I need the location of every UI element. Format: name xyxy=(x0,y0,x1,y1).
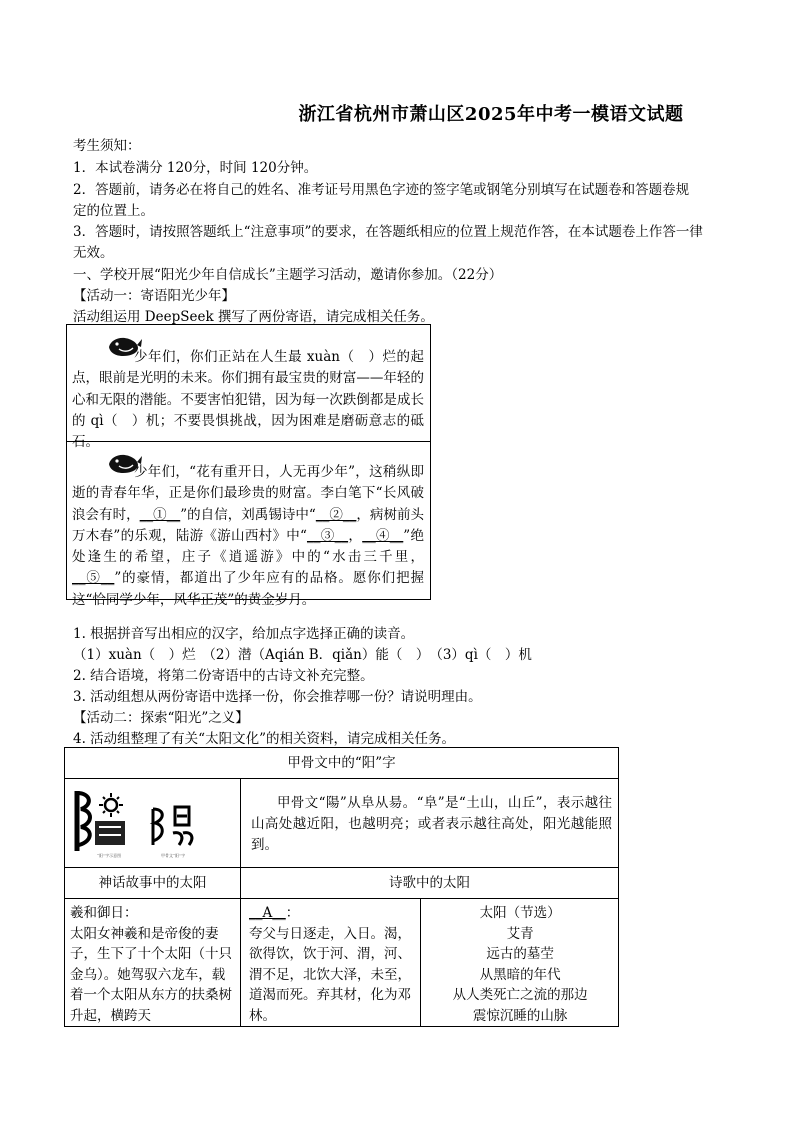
poem-sun-text: 太阳（节选） 艾青 远古的墓茔 从黑暗的年代 从人类死亡之流的那边 震惊沉睡的山脉 xyxy=(452,905,588,1024)
blank-a[interactable]: __A__ xyxy=(249,905,286,921)
letter-1-text: 少年们，你们正站在人生最 xuàn（ ）烂的起点，眼前是光明的未来。你们拥有最宝贵的财富——年轻的心和无限的潜能。不要害怕犯错，因为每一次跌倒都是成长的 qì（ ）机；不要畏惧挑战，因为困难是磨砺意志的砥石。 xyxy=(72,349,424,451)
oracle-caption-2: 甲骨文“阳”字 xyxy=(161,853,186,858)
poem-a-cell xyxy=(241,899,421,1027)
question-1-options: （1）xuàn（ ）烂 （2）潜（Aqián B．qiǎn）能（ ） （3）qì（ ）机 xyxy=(73,647,532,663)
oracle-caption-1: “阳”字示意图 xyxy=(97,853,122,858)
table-header-poem: 诗歌中的太阳 xyxy=(241,868,619,899)
myth-text: 羲和御日： 太阳女神羲和是帝俊的妻子，生下了十个太阳（十只金乌）。她驾驭六龙车，载着一个太阳从东方的扶桑树升起，横跨天 xyxy=(70,905,232,1024)
letter-box-1 xyxy=(66,324,431,451)
question-1: 1. 根据拼音写出相应的汉字，给加点字选择正确的读音。 xyxy=(73,626,415,642)
table-header-oracle: 甲骨文中的“阳”字 xyxy=(65,748,619,779)
blank-1[interactable]: __①__ xyxy=(139,506,181,523)
activity1-heading: 【活动一：寄语阳光少年】 xyxy=(73,288,235,304)
myth-cell xyxy=(65,899,241,1027)
blank-2[interactable]: __②__ xyxy=(315,506,357,523)
question-4: 4. 活动组整理了有关“太阳文化”的相关资料，请完成相关任务。 xyxy=(73,731,455,747)
section1-intro: 活动组运用 DeepSeek 撰写了两份寄语，请完成相关任务。 xyxy=(73,309,434,325)
page-title: 浙江省杭州市萧山区2025年中考一模语文试题 xyxy=(298,104,684,125)
notice-item-1: 1．本试卷满分 120分，时间 120分钟。 xyxy=(73,160,318,176)
oracle-image-cell xyxy=(65,779,241,868)
notice-item-3-line-2: 无效。 xyxy=(73,245,114,261)
notice-item-3-line-1: 3．答题时，请按照答题纸上“注意事项”的要求，在答题纸相应的位置上规范作答，在本试题卷上作答一律 xyxy=(73,224,703,240)
oracle-description-cell xyxy=(241,779,619,868)
table-header-myth: 神话故事中的太阳 xyxy=(65,868,241,899)
oracle-yang-character-icon xyxy=(65,779,240,863)
question-2: 2. 结合语境，将第二份寄语中的古诗文补充完整。 xyxy=(73,668,374,684)
letter-box-2 xyxy=(66,442,431,608)
blank-4[interactable]: __④__ xyxy=(362,527,404,544)
blank-3[interactable]: __③__ xyxy=(306,527,349,544)
question-3: 3. 活动组想从两份寄语中选择一份，你会推荐哪一份？请说明理由。 xyxy=(73,689,482,705)
blank-5[interactable]: __⑤__ xyxy=(72,570,115,587)
notice-item-2-line-2: 定的位置上。 xyxy=(73,203,154,219)
oracle-description: 甲骨文“陽”从阜从昜。“阜”是“土山，山丘”，表示越往山高处越近阳，也越明亮；或者表示越往高处，阳光越能照到。 xyxy=(251,795,612,853)
section1-heading: 一、学校开展“阳光少年自信成长”主题学习活动，邀请你参加。（22分） xyxy=(73,267,503,283)
letter-2-text: 少年们，“花有重开日，人无再少年”，这稍纵即逝的青春年华，正是你们最珍贵的财富。李白笔下“长风破浪会有时，__①__”的自信，刘禹锡诗中“__②__，病树前头万木春”的乐观，陆游《游山西村》中“__③__，__④__”绝处逢生的希望，庄子《逍遥游》中的“水击三千里，__⑤__”的豪情，都道出了少年应有的品格。愿你们把握这“恰同学少年，风华正茂”的黄金岁月。 xyxy=(72,464,425,608)
notice-heading: 考生须知： xyxy=(73,138,141,154)
poem-sun-cell xyxy=(421,899,619,1027)
sun-culture-table xyxy=(64,747,619,1027)
activity2-heading: 【活动二：探索“阳光”之义】 xyxy=(73,710,249,726)
poem-a-text: __A__： 夸父与日逐走，入日。渴，欲得饮，饮于河、渭，河、渭不足，北饮大泽，未至，道渴而死。弃其材，化为邓林。 xyxy=(249,905,411,1024)
notice-item-2-line-1: 2．答题前，请务必在将自己的姓名、准考证号用黑色字迹的签字笔或钢笔分别填写在试题卷和答题卷规 xyxy=(73,182,690,198)
